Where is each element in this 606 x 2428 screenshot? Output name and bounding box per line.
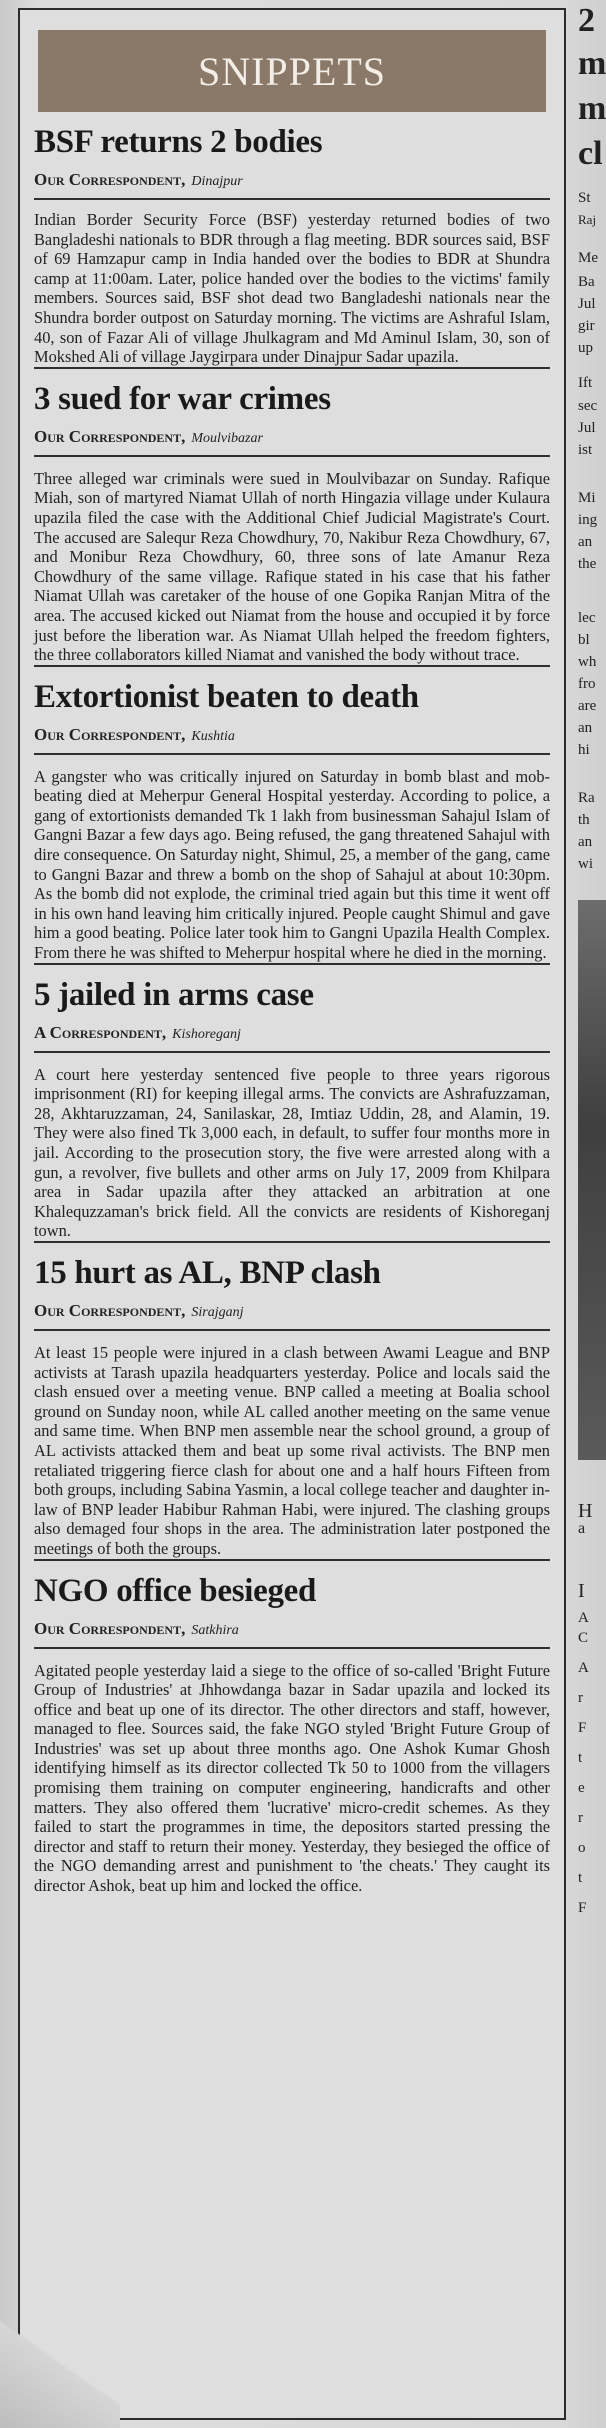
neighbor-fragment: lec xyxy=(578,610,596,626)
neighbor-fragment: r xyxy=(578,1690,583,1706)
byline-author: Our Correspondent, xyxy=(34,426,186,446)
article-war-crimes xyxy=(20,379,564,665)
neighbor-fragment: m xyxy=(578,90,606,127)
section-header xyxy=(38,30,546,112)
article-headline: Extortionist beaten to death xyxy=(34,678,419,715)
neighbor-fragment: H xyxy=(578,1500,593,1522)
byline-place: Kushtia xyxy=(191,728,235,744)
neighbor-fragment: gir xyxy=(578,318,595,334)
neighbor-fragment: Jul xyxy=(578,420,596,436)
neighbor-fragment: r xyxy=(578,1810,583,1826)
neighbor-fragment: Ba xyxy=(578,274,595,290)
neighbor-fragment: Jul xyxy=(578,296,596,312)
article-divider xyxy=(34,665,550,667)
article-headline: 15 hurt as AL, BNP clash xyxy=(34,1254,381,1291)
article-byline xyxy=(34,725,550,755)
neighbor-fragment: m xyxy=(578,45,606,82)
neighbor-fragment: A xyxy=(578,1660,589,1676)
neighbor-fragment: a xyxy=(578,1520,586,1537)
byline-author: Our Correspondent, xyxy=(34,1300,186,1320)
byline-place: Kishoreganj xyxy=(172,1026,241,1042)
byline-place: Sirajganj xyxy=(191,1304,244,1320)
neighbor-fragment: cl xyxy=(578,135,603,172)
neighbor-fragment: ist xyxy=(578,442,593,458)
neighbor-fragment: Ift xyxy=(578,375,593,391)
article-arms-case xyxy=(20,975,564,1241)
neighbor-fragment: an xyxy=(578,534,593,550)
article-headline: 3 sued for war crimes xyxy=(34,380,331,417)
neighbor-fragment: up xyxy=(578,340,593,356)
neighbor-fragment: A xyxy=(578,1610,589,1626)
article-divider xyxy=(34,367,550,369)
article-bsf xyxy=(20,122,564,367)
article-body: Indian Border Security Force (BSF) yesterday returned bodies of two Bangladeshi nationals to BDR through a flag meeting. BDR sources said, BSF of 69 Hamzapur camp in India handed over the bodies to BDR at Shundra camp at 11:00am. Later, police handed over the bodies to the victims' family members. Sources said, BSF shot dead two Bangladeshi nationals near the Shundra border outpost on Saturday morning. The victims are Ashraful Islam, 40, son of Fazar Ali of village Jhulkagram and Md Aminul Islam, 30, son of Mokshed Ali of village Jaygirpara under Dinajpur Sadar upazila. xyxy=(34,210,550,367)
neighbor-fragment: wi xyxy=(578,856,593,872)
byline-author: Our Correspondent, xyxy=(34,724,186,744)
neighbor-fragment: Mi xyxy=(578,490,596,506)
neighbor-fragment: an xyxy=(578,834,593,850)
neighbor-fragment: Ra xyxy=(578,790,595,806)
byline-place: Moulvibazar xyxy=(191,430,263,446)
article-divider xyxy=(34,963,550,965)
article-byline xyxy=(34,1023,550,1053)
neighbor-fragment: F xyxy=(578,1720,587,1736)
article-byline xyxy=(34,1619,550,1649)
article-body: Agitated people yesterday laid a siege to the office of so-called 'Bright Future Group of Industries' at Jhhowdanga bazar in Sadar upazila and locked its office and beat up one of its director. The other directors and staff, however, managed to flee. Sources said, the fake NGO styled 'Bright Future Group of Industries' was set up about three months ago. One Ashok Kumar Ghosh identifying himself as its director collected Tk 50 to 1000 from the villagers promising them training on computer engineering, handicrafts and other matters. They also offered them 'lucrative' micro-credit schemes. As they failed to start the programmes in time, the depositors started pressing the director and staff to return their money. Yesterday, they besieged the office of the NGO demanding arrest and punishment to 'the cheats.' They caught its director Ashok, beat up him and locked the office. xyxy=(34,1660,550,1896)
article-extortionist xyxy=(20,677,564,963)
neighbor-fragment: wh xyxy=(578,654,597,670)
byline-author: Our Correspondent, xyxy=(34,170,186,189)
article-headline: BSF returns 2 bodies xyxy=(34,124,323,160)
neighbor-fragment: e xyxy=(578,1780,585,1796)
article-byline xyxy=(34,427,550,457)
neighbor-fragment: o xyxy=(578,1840,586,1856)
neighbor-column-edge xyxy=(574,0,606,2428)
neighbor-fragment: F xyxy=(578,1900,587,1916)
article-headline: 5 jailed in arms case xyxy=(34,976,314,1013)
neighbor-fragment: bl xyxy=(578,632,590,648)
article-ngo-office xyxy=(20,1571,564,1896)
byline-place: Dinajpur xyxy=(191,174,243,189)
neighbor-fragment: the xyxy=(578,556,597,572)
neighbor-fragment: fro xyxy=(578,676,596,692)
neighbor-fragment: ing xyxy=(578,512,598,528)
byline-author: Our Correspondent, xyxy=(34,1618,186,1638)
neighbor-fragment: Raj xyxy=(578,212,597,227)
neighbor-fragment: St xyxy=(578,190,591,206)
neighbor-fragment: hi xyxy=(578,742,590,758)
article-body: A gangster who was critically injured on Saturday in bomb blast and mob-beating died at Meherpur General Hospital yesterday. According to police, a gang of extortionists demanded Tk 1 lakh from businessman Sahajul Islam of Gangni Bazar a few days ago. Being refused, the gang threatened Sahajul with dire consequence. On Saturday night, Shimul, 25, a member of the gang, came to Gangni Bazar and threw a bomb on the shop of Sahajul at about 10:30pm. As the bomb did not explode, the criminal tried again but this time it went off in his own hand leaving him critically injured. People caught Shimul and gave him a good beating. Police later took him to Gangni Upazila Health Complex. From there he was shifted to Meherpur hospital where he died in the morning. xyxy=(34,766,550,963)
neighbor-fragment: Me xyxy=(578,250,598,266)
neighbor-fragment: 2 xyxy=(578,2,595,39)
article-divider xyxy=(34,1559,550,1561)
byline-place: Satkhira xyxy=(191,1622,239,1638)
neighbor-fragment: th xyxy=(578,812,590,828)
neighbor-fragment: C xyxy=(578,1630,589,1646)
article-body: At least 15 people were injured in a clash between Awami League and BNP activists at Tarash upazila headquarters yesterday. Police and locals said the clash ensued over a meeting venue. BNP called a meeting at Boalia school ground on Sunday noon, while AL called another meeting on the same venue and same time. When BNP men assemble near the school ground, a group of AL activists attacked them and beat up some rival activists. The BNP men retaliated triggering fierce clash for about one and a half hours Fifteen from both groups, including Sabina Yasmin, a local college teacher and daughter in-law of BNP leader Habibur Rahman Habi, were injured. The clashing groups also demaged four shops in the area. The administration later postponed the meetings of both the groups. xyxy=(34,1342,550,1558)
neighbor-fragment: I xyxy=(578,1580,585,1602)
neighbor-fragment: an xyxy=(578,720,593,736)
page-curl xyxy=(0,2300,120,2428)
article-al-bnp-clash xyxy=(20,1253,564,1559)
article-byline xyxy=(34,170,550,200)
article-byline xyxy=(34,1301,550,1331)
article-headline: NGO office besieged xyxy=(34,1572,317,1609)
neighbor-fragment: sec xyxy=(578,398,598,414)
byline-author: A Correspondent, xyxy=(34,1022,167,1042)
article-body: A court here yesterday sentenced five people to three years rigorous imprisonment (RI) for keeping illegal arms. The convicts are Ashrafuzzaman, 28, Akhtaruzzaman, 24, Sanilaskar, 28, Imtiaz Uddin, 28, and Alamin, 19. They were also fined Tk 3,000 each, in default, to suffer four months more in jail. According to the prosecution story, the five were arrested along with a gun, a revolver, five bullets and other arms on July 17, 2009 from Khilpara area in Sadar upazila after they attacked an arbitration at one Khalequzzaman's brick field. All the convicts are residents of Kishoreganj town. xyxy=(34,1064,550,1241)
snippets-column xyxy=(18,8,566,2420)
article-body: Three alleged war criminals were sued in Moulvibazar on Sunday. Rafique Miah, son of martyred Niamat Ullah of north Hingazia village under Kulaura upazila filed the case with the Additional Chief Judicial Magistrate's Court. The accused are Salequr Reza Chowdhury, 70, Nakibur Reza Chowdhury, 67, and Monibur Reza Chowdhury, 60, three sons of late Amanur Reza Chowdhury of the same village. Rafique stated in his case that his father Niamat Ullah was caretaker of the house of one Gopika Ranjan Mitra of the area. The accused kicked out Niamat from the house and occupied it by force just before the liberation war. As Niamat Ullah helped the freedom fighters, the three collaborators killed Niamat and vanished the body without trace. xyxy=(34,468,550,665)
neighbor-fragment: are xyxy=(578,698,597,714)
section-title: SNIPPETS xyxy=(197,48,387,94)
neighbor-fragment: t xyxy=(578,1870,583,1886)
article-divider xyxy=(34,1241,550,1243)
neighbor-fragment: t xyxy=(578,1750,583,1766)
